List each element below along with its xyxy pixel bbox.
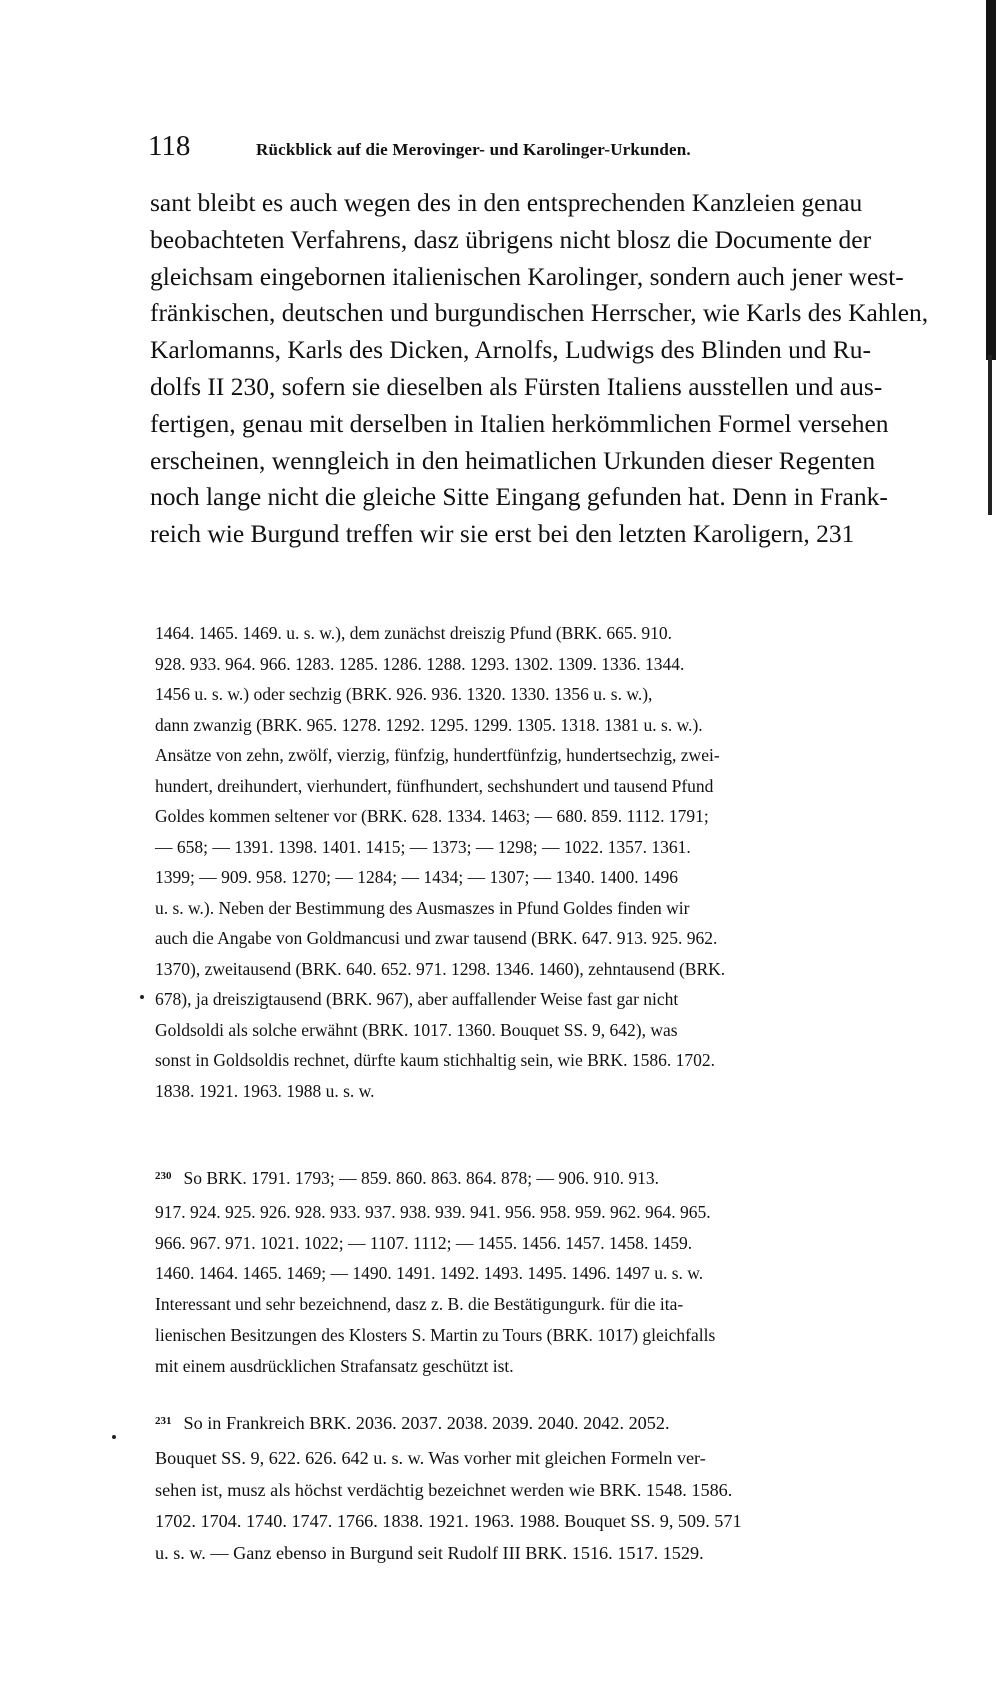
body-line: fertigen, genau mit derselben in Italien herkömmlichen Formel versehen [150, 408, 889, 438]
footnote-line: 1399; — 909. 958. 1270; — 1284; — 1434; — 1307; — 1340. 1400. 1496 [155, 867, 679, 887]
ink-speck [112, 1435, 116, 1439]
page-number: 118 [148, 130, 191, 162]
footnote-line: u. s. w. — Ganz ebenso in Burgund seit Rudolf III BRK. 1516. 1517. 1529. [155, 1543, 704, 1564]
footnote-line: 928. 933. 964. 966. 1283. 1285. 1286. 1288. 1293. 1302. 1309. 1336. 1344. [155, 653, 685, 674]
footnote-text: So in Frankreich BRK. 2036. 2037. 2038. 2039. 2040. 2042. 2052. [183, 1413, 670, 1433]
footnote-line: sonst in Goldsoldis rechnet, dürfte kaum stichhaltig sein, wie BRK. 1586. 1702. [155, 1050, 715, 1070]
footnote-number: 230 [155, 1170, 172, 1182]
footnote-line: 966. 967. 971. 1021. 1022; — 1107. 1112; — 1455. 1456. 1457. 1458. 1459. [155, 1232, 693, 1253]
footnote-line: 678), ja dreiszigtausend (BRK. 967), aber auffallender Weise fast gar nicht [155, 989, 679, 1009]
body-line: beobachteten Verfahrens, dasz übrigens nicht blosz die Documente der [150, 224, 872, 254]
ink-speck [140, 995, 144, 999]
footnote-line [155, 1163, 955, 1197]
footnote-continuation [155, 618, 955, 1106]
body-line: gleichsam eingebornen italienischen Karolinger, sondern auch jener west- [150, 261, 904, 291]
body-line: Karlomanns, Karls des Dicken, Arnolfs, Ludwigs des Blinden und Ru- [150, 335, 871, 365]
footnote-line: 1838. 1921. 1963. 1988 u. s. w. [155, 1080, 375, 1101]
page-header [148, 130, 968, 170]
footnote-line: mit einem ausdrücklichen Strafansatz geschützt ist. [155, 1355, 514, 1376]
footnote-line: 1456 u. s. w.) oder sechzig (BRK. 926. 936. 1320. 1330. 1356 u. s. w.), [155, 684, 653, 704]
footnote-230 [155, 1163, 955, 1382]
page-edge-shadow-lower [988, 355, 992, 515]
footnote-line: Goldsoldi als solche erwähnt (BRK. 1017. 1360. Bouquet SS. 9, 642), was [155, 1019, 678, 1040]
body-line: fränkischen, deutschen und burgundischen Herrscher, wie Karls des Kahlen, [150, 298, 929, 328]
footnote-line: 1464. 1465. 1469. u. s. w.), dem zunächst dreiszig Pfund (BRK. 665. 910. [155, 623, 673, 643]
footnote-line: lienischen Besitzungen des Klosters S. Martin zu Tours (BRK. 1017) gleichfalls [155, 1324, 716, 1345]
footnote-line: hundert, dreihundert, vierhundert, fünfhundert, sechshundert und tausend Pfund [155, 775, 714, 796]
page-edge-shadow [986, 0, 996, 360]
body-text [150, 185, 960, 553]
body-line: dolfs II 230, sofern sie dieselben als Fürsten Italiens ausstellen und aus- [150, 371, 883, 401]
body-line: sant bleibt es auch wegen des in den entsprechenden Kanzleien genau [150, 188, 863, 217]
running-head: Rückblick auf die Merovinger- und Karolinger-Urkunden. [256, 140, 691, 159]
footnote-text: So BRK. 1791. 1793; — 859. 860. 863. 864. 878; — 906. 910. 913. [183, 1168, 659, 1188]
footnote-line: Ansätze von zehn, zwölf, vierzig, fünfzig, hundertfünfzig, hundertsechzig, zwei- [155, 745, 720, 765]
footnote-line: 1702. 1704. 1740. 1747. 1766. 1838. 1921. 1963. 1988. Bouquet SS. 9, 509. 571 [155, 1511, 742, 1532]
body-line: noch lange nicht die gleiche Sitte Eingang gefunden hat. Denn in Frank- [150, 482, 888, 512]
footnote-line: auch die Angabe von Goldmancusi und zwar tausend (BRK. 647. 913. 925. 962. [155, 928, 718, 948]
footnote-231 [155, 1408, 955, 1570]
footnote-line: Interessant und sehr bezeichnend, dasz z. B. die Bestätigungurk. für die ita- [155, 1294, 684, 1315]
body-line: reich wie Burgund treffen wir sie erst bei den letzten Karoligern, 231 [150, 519, 855, 549]
footnote-line: u. s. w.). Neben der Bestimmung des Ausmaszes in Pfund Goldes finden wir [155, 897, 690, 918]
footnote-line: Goldes kommen seltener vor (BRK. 628. 1334. 1463; — 680. 859. 1112. 1791; [155, 806, 709, 826]
footnote-line: sehen ist, musz als höchst verdächtig bezeichnet werden wie BRK. 1548. 1586. [155, 1479, 733, 1500]
footnote-line: 1460. 1464. 1465. 1469; — 1490. 1491. 1492. 1493. 1495. 1496. 1497 u. s. w. [155, 1263, 704, 1284]
body-line: erscheinen, wenngleich in den heimatlichen Urkunden dieser Regenten [150, 445, 876, 475]
footnote-number: 231 [155, 1415, 172, 1427]
footnote-line: — 658; — 1391. 1398. 1401. 1415; — 1373; — 1298; — 1022. 1357. 1361. [155, 836, 691, 857]
footnote-line [155, 1408, 955, 1443]
footnote-line: 1370), zweitausend (BRK. 640. 652. 971. 1298. 1346. 1460), zehntausend (BRK. [155, 958, 726, 979]
footnote-line: 917. 924. 925. 926. 928. 933. 937. 938. 939. 941. 956. 958. 959. 962. 964. 965. [155, 1201, 711, 1222]
footnote-line: Bouquet SS. 9, 622. 626. 642 u. s. w. Was vorher mit gleichen Formeln ver- [155, 1447, 706, 1468]
footnote-line: dann zwanzig (BRK. 965. 1278. 1292. 1295. 1299. 1305. 1318. 1381 u. s. w.). [155, 714, 703, 735]
